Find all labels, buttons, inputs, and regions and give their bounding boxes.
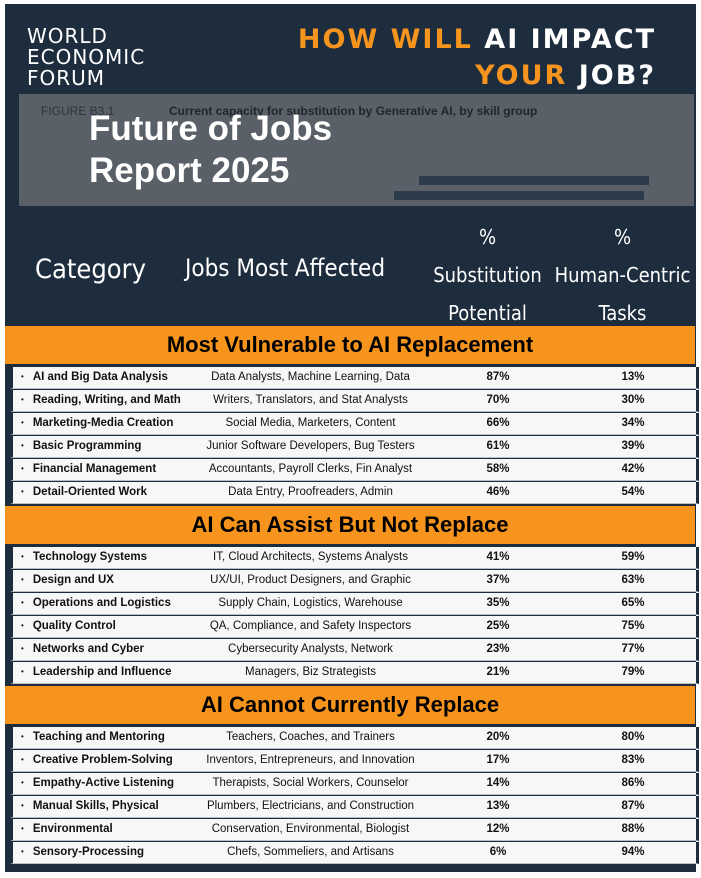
- table-row: [10, 819, 699, 841]
- row-category: • Marketing-Media Creation: [21, 417, 173, 429]
- row-category: • Quality Control: [21, 620, 116, 632]
- row-substitution: 41%: [486, 551, 510, 563]
- row-substitution: 58%: [486, 463, 510, 475]
- row-human: 54%: [621, 486, 645, 498]
- row-jobs: Writers, Translators, and Stat Analysts: [213, 394, 408, 406]
- row-category: • Leadership and Influence: [21, 666, 171, 678]
- report-title-line: Report 2025: [89, 151, 290, 190]
- row-jobs: Cybersecurity Analysts, Network: [228, 643, 393, 655]
- row-category: • Creative Problem-Solving: [21, 754, 173, 766]
- figure-label: FIGURE B3.1: [41, 104, 115, 118]
- row-human: 88%: [621, 823, 645, 835]
- row-jobs: Supply Chain, Logistics, Warehouse: [218, 597, 403, 609]
- row-human: 87%: [621, 800, 645, 812]
- table-row: [10, 750, 699, 772]
- row-category: • Operations and Logistics: [21, 597, 171, 609]
- row-jobs: Conservation, Environmental, Biologist: [211, 823, 410, 835]
- figure-bar: [419, 176, 649, 185]
- row-human: 42%: [621, 463, 645, 475]
- table-row: [10, 436, 699, 458]
- section-header: AI Cannot Currently Replace: [5, 686, 695, 724]
- row-human: 39%: [621, 440, 645, 452]
- row-human: 59%: [621, 551, 645, 563]
- row-category: • Detail-Oriented Work: [21, 486, 147, 498]
- section-header: Most Vulnerable to AI Replacement: [5, 326, 695, 364]
- report-title-line: Future of Jobs: [89, 109, 333, 148]
- logo-line: WORLD: [27, 24, 108, 48]
- row-substitution: 46%: [486, 486, 510, 498]
- row-substitution: 61%: [486, 440, 510, 452]
- headline: [298, 22, 656, 94]
- table-row: [10, 570, 699, 592]
- row-category: • Design and UX: [21, 574, 114, 586]
- row-substitution: 37%: [486, 574, 510, 586]
- row-substitution: 21%: [486, 666, 510, 678]
- row-category: • Reading, Writing, and Math: [21, 394, 181, 406]
- row-category: • Basic Programming: [21, 440, 141, 452]
- row-category: • Networks and Cyber: [21, 643, 144, 655]
- row-human: 13%: [621, 371, 645, 383]
- row-human: 94%: [621, 846, 645, 858]
- row-jobs: Social Media, Marketers, Content: [225, 417, 396, 429]
- row-human: 86%: [621, 777, 645, 789]
- headline-part: AI IMPACT: [484, 24, 656, 55]
- row-category: • Empathy-Active Listening: [21, 777, 174, 789]
- row-jobs: UX/UI, Product Designers, and Graphic: [210, 574, 411, 586]
- header-line: Substitution: [433, 263, 542, 287]
- row-substitution: 35%: [486, 597, 510, 609]
- column-header-category: Category: [35, 254, 146, 285]
- row-jobs: Teachers, Coaches, and Trainers: [226, 731, 395, 743]
- row-jobs: Therapists, Social Workers, Counselor: [212, 777, 409, 789]
- table-row: [10, 796, 699, 818]
- figure-title: Current capacity for substitution by Generative AI, by skill group: [169, 104, 538, 118]
- row-category: • Sensory-Processing: [21, 846, 144, 858]
- logo-line: FORUM: [27, 66, 106, 90]
- row-human: 83%: [621, 754, 645, 766]
- row-substitution: 6%: [489, 846, 507, 858]
- row-jobs: Data Entry, Proofreaders, Admin: [228, 486, 393, 498]
- row-category: • Environmental: [21, 823, 113, 835]
- table-row: [10, 413, 699, 435]
- row-substitution: 23%: [486, 643, 510, 655]
- row-category: • Teaching and Mentoring: [21, 731, 165, 743]
- column-header-substitution: [425, 218, 550, 332]
- table-row: [10, 459, 699, 481]
- row-substitution: 13%: [486, 800, 510, 812]
- report-title: [89, 108, 332, 192]
- column-header-jobs: Jobs Most Affected: [185, 254, 386, 282]
- table-row: [10, 639, 699, 661]
- row-substitution: 70%: [486, 394, 510, 406]
- row-substitution: 12%: [486, 823, 510, 835]
- row-jobs: Inventors, Entrepreneurs, and Innovation: [206, 754, 415, 766]
- row-jobs: Plumbers, Electricians, and Construction: [206, 800, 415, 812]
- row-human: 80%: [621, 731, 645, 743]
- row-jobs: Managers, Biz Strategists: [244, 666, 377, 678]
- table-row: [10, 593, 699, 615]
- wef-logo: [27, 26, 145, 89]
- row-jobs: Junior Software Developers, Bug Testers: [206, 440, 415, 452]
- header-line: Potential: [448, 301, 527, 325]
- row-substitution: 17%: [486, 754, 510, 766]
- infographic: [5, 4, 696, 872]
- row-jobs: IT, Cloud Architects, Systems Analysts: [213, 551, 408, 563]
- section-header: AI Can Assist But Not Replace: [5, 506, 695, 544]
- row-category: • Technology Systems: [21, 551, 147, 563]
- header-line: %: [613, 225, 632, 249]
- table-row: [10, 727, 699, 749]
- row-jobs: Chefs, Sommeliers, and Artisans: [227, 846, 394, 858]
- row-jobs: QA, Compliance, and Safety Inspectors: [209, 620, 412, 632]
- table-row: [10, 547, 699, 569]
- column-header-human: [550, 218, 695, 332]
- table-row: [10, 482, 699, 504]
- row-human: 75%: [621, 620, 645, 632]
- headline-part: JOB?: [578, 60, 656, 91]
- table-row: [10, 773, 699, 795]
- logo-line: ECONOMIC: [27, 45, 146, 69]
- row-jobs: Data Analysts, Machine Learning, Data: [211, 371, 410, 383]
- header-line: Human-Centric: [554, 263, 691, 287]
- row-human: 79%: [621, 666, 645, 678]
- figure-bar: [394, 191, 644, 200]
- row-human: 34%: [621, 417, 645, 429]
- row-category: • Manual Skills, Physical: [21, 800, 159, 812]
- row-human: 30%: [621, 394, 645, 406]
- row-human: 65%: [621, 597, 645, 609]
- header-line: Tasks: [598, 301, 647, 325]
- row-substitution: 14%: [486, 777, 510, 789]
- headline-part: HOW WILL: [297, 24, 485, 55]
- row-substitution: 20%: [486, 731, 510, 743]
- header-line: %: [478, 225, 497, 249]
- row-substitution: 66%: [486, 417, 510, 429]
- row-category: • AI and Big Data Analysis: [21, 371, 168, 383]
- table-row: [10, 367, 699, 389]
- row-substitution: 25%: [486, 620, 510, 632]
- row-human: 63%: [621, 574, 645, 586]
- row-category: • Financial Management: [21, 463, 156, 475]
- table-row: [10, 662, 699, 684]
- row-jobs: Accountants, Payroll Clerks, Fin Analyst: [208, 463, 413, 475]
- table-row: [10, 616, 699, 638]
- row-human: 77%: [621, 643, 645, 655]
- headline-part: YOUR: [475, 60, 579, 91]
- table-row: [10, 390, 699, 412]
- table-row: [10, 842, 699, 864]
- row-substitution: 87%: [486, 371, 510, 383]
